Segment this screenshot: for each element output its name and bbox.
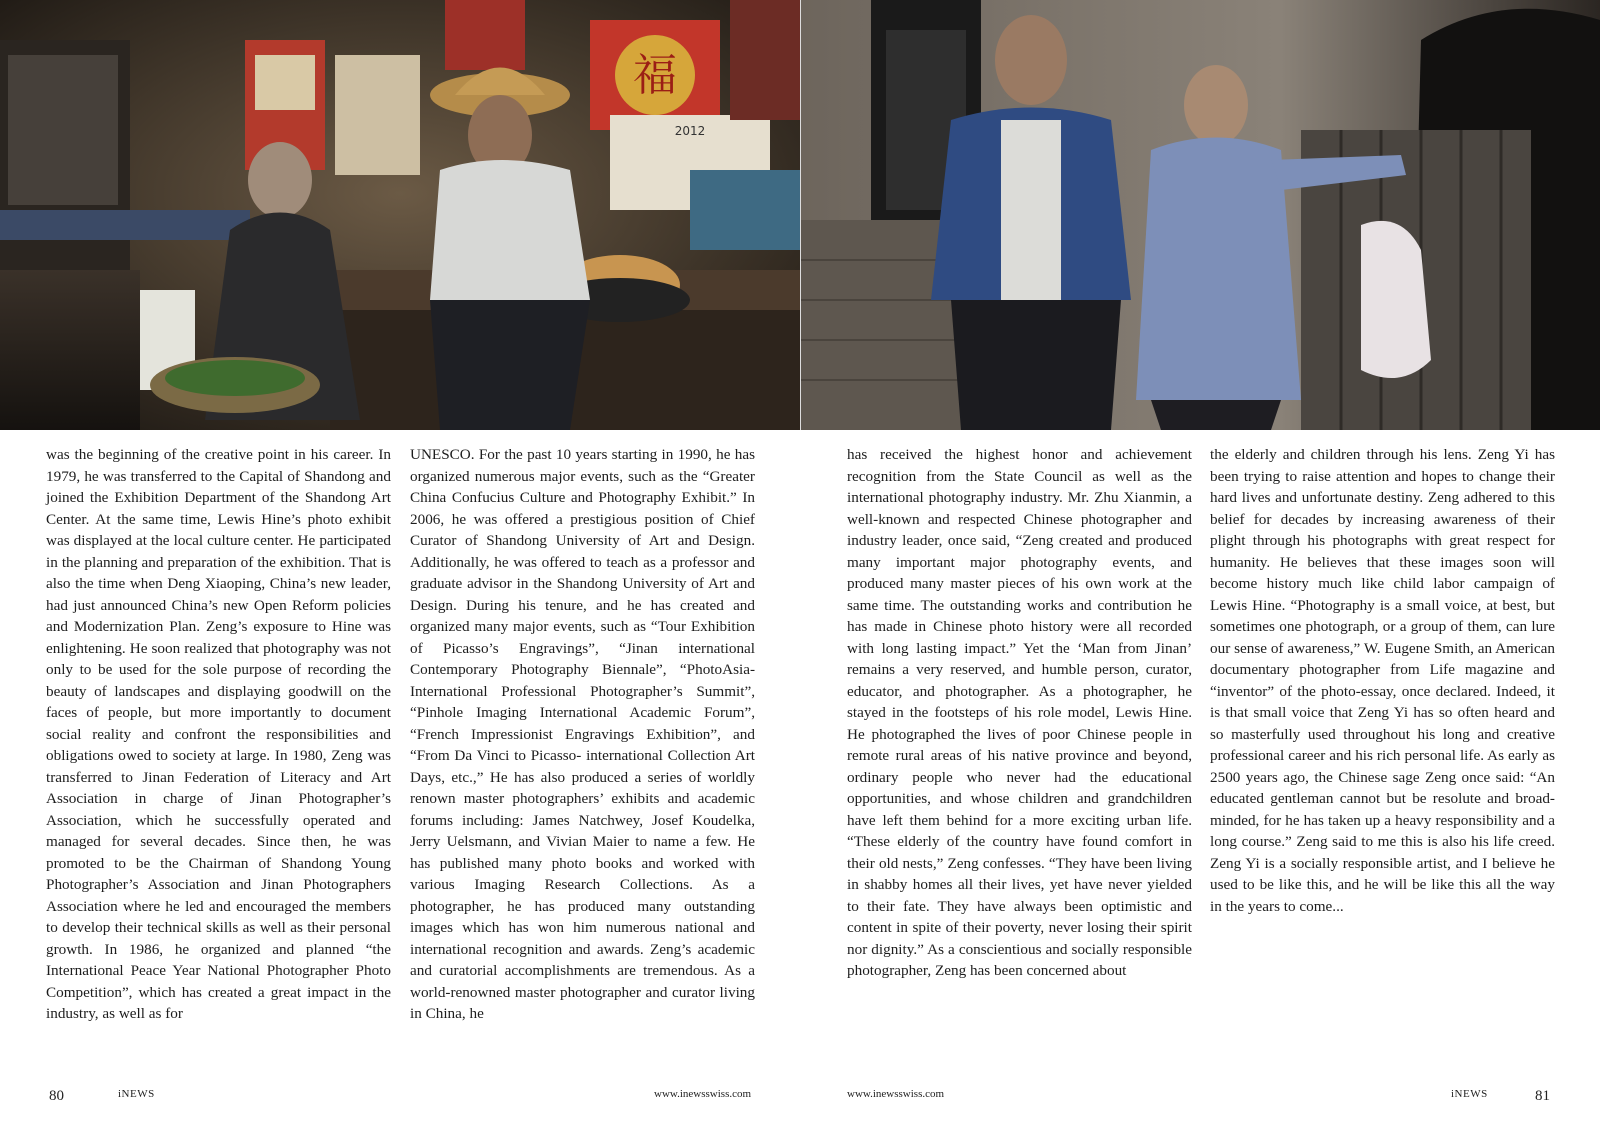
page-number-left: 80 — [49, 1088, 64, 1104]
website-url-right[interactable]: www.inewsswiss.com — [847, 1088, 945, 1100]
article-text: UNESCO. For the past 10 years starting in 1990, he has organized numerous major events, such as the “Greater China Confucius Culture and Photography Exhibit.” In 2006, he was offered a prestigious position of Chief Curator of Shandong University of Art and Design. Additionally, he was offered to teach as a professor and graduate advisor in the Shandong University of Art and Design. During his tenure, and he has created and organized many major events, such as “Tour Exhibition of Picasso’s Engravings”, “Jinan international Contemporary Photography Biennale”, “PhotoAsia-International Professional Photographer’s Summit”, “Pinhole Imaging International Academic Forum”, “French Impressionist Engravings Exhibition”, and “From Da Vinci to Picasso- international Collection Art Days, etc.,” He has also produced a series of worldly renown master photographers’ exhibits and academic forums including: James Natchwey, Josef Koudelka, Jerry Uelsmann, and Vivian Maier to name a few. He has published many photo books and worked with various Imaging Research Collections. As a photographer, he has produced many outstanding images which has won him numerous national and international recognition and awards. Zeng’s academic and curatorial accomplishments are tremendous. As a world-renowned master photographer and curator living in China, he — [410, 446, 755, 1022]
photo-elderly-couple-doorway — [801, 0, 1600, 430]
calendar-label: 2012 — [674, 124, 706, 138]
brand-label-left: iNEWS — [118, 1088, 155, 1100]
photo-elderly-couple-indoors — [0, 0, 800, 430]
page-number-right: 81 — [1535, 1088, 1550, 1104]
article-column-4 — [1210, 444, 1555, 917]
article-column-3 — [847, 444, 1192, 982]
poster-fu-character: 福 — [633, 50, 677, 101]
brand-label-right: iNEWS — [1451, 1088, 1488, 1100]
article-text: was the beginning of the creative point in his career. In 1979, he was transferred to the Capital of Shandong and joined the Exhibition Department of the Shandong Art Center. At the same time, Lewis Hine’s photo exhibit was displayed at the local culture center. He participated in the planning and preparation of the exhibition. That is also the time when Deng Xiaoping, China’s new leader, had just announced China’s new Open Reform policies and Modernization Plan. Zeng’s exposure to Hine was enlightening. He soon realized that photography was not only to be used for the sole purpose of recording the beauty of landscapes and displaying goodwill on the faces of people, but more importantly to document social reality and confront the responsibilities and obligations owed to society at large. In 1980, Zeng was transferred to Jinan Federation of Literacy and Art Association in charge of Jinan Photographer’s Association, which he successfully operated and managed for several decades. Since then, he was promoted to be the Chairman of Shandong Young Photographer’s Association and Jinan Photographers Association where he led and encouraged the members to develop their technical skills as well as their personal growth. In 1986, he organized and planned “the International Peace Year National Photographer Photo Competition”, which has created a great impact in the industry, as well as for — [46, 446, 391, 1022]
website-url-left[interactable]: www.inewsswiss.com — [654, 1088, 752, 1100]
article-column-2 — [410, 444, 755, 1025]
article-text: the elderly and children through his lens. Zeng Yi has been trying to raise attention and hopes to change their hard lives and unfortunate destiny. Zeng adhered to this belief for decades by increasing awareness of their plight through his photographs with great respect for humanity. He believes that these images soon will become history much like child labor campaign of Lewis Hine. “Photography is a small voice, at best, but sometimes one photograph, or a group of them, can lure our sense of awareness,” W. Eugene Smith, an American documentary photographer from Life magazine and “inventor” of the photo-essay, once declared. Indeed, it is that small voice that Zeng Yi has so often heard and so masterfully used throughout his long and creative professional career and his rich personal life. As early as 2500 years ago, the Chinese sage Zeng once said: “An educated gentleman cannot but be resolute and broad-minded, for he has taken up a heavy responsibility and a long course.” Zeng said to me this is also his life creed. Zeng Yi is a socially responsible artist, and I believe he used to be like this, and he will be like this all the way in the years to come... — [1210, 446, 1555, 915]
article-text: has received the highest honor and achievement recognition from the State Council as well as the international photography industry. Mr. Zhu Xianmin, a well-known and respected Chinese photographer and industry leader, once said, “Zeng created and produced many important major photography events, and produced many master pieces of his own work at the same time. The outstanding works and contribution he has made in Chinese photo history were all recorded with long lasting impact.” Yet the ‘Man from Jinan’ remains a very reserved, and humble person, curator, educator, and photographer. As a photographer, he stayed in the footsteps of his role model, Lewis Hine. He photographed the lives of poor Chinese people in remote rural areas of his native province and beyond, ordinary people who never had the educational opportunities, and whose children and grandchildren have left them behind for a more exciting urban life. “These elderly of the country have found comfort in their old nests,” Zeng confesses. “They have been living in shabby homes all their lives, yet have never yielded to their fate. They have always been optimistic and content in spite of their poverty, never losing their spirit nor dignity.” As a conscientious and socially responsible photographer, Zeng has been concerned about — [847, 446, 1192, 979]
article-column-1 — [46, 444, 391, 1025]
